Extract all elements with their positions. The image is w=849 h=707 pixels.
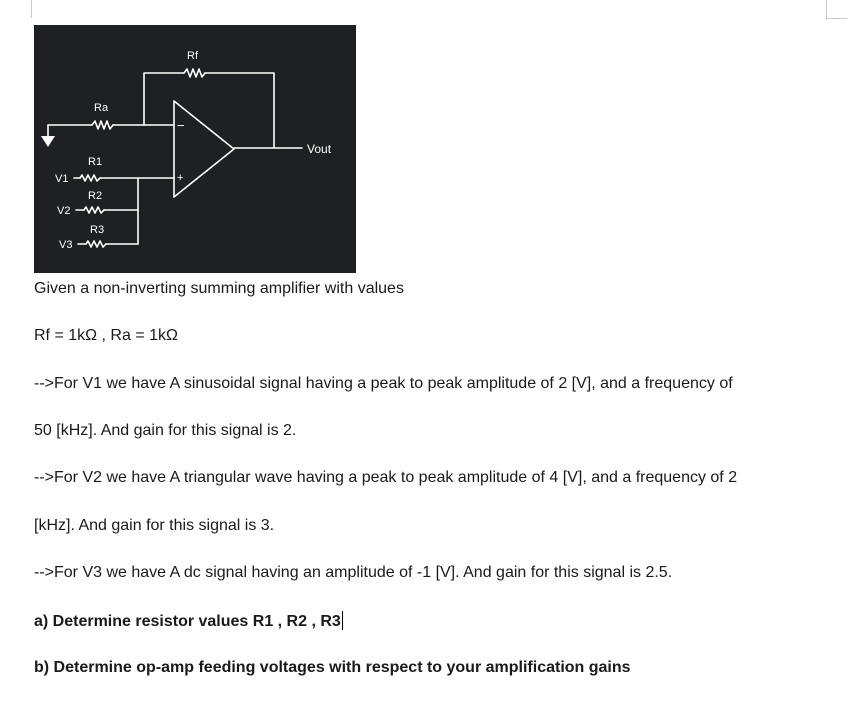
ground-arrow-icon <box>41 136 55 147</box>
v1-text-line2: 50 [kHz]. And gain for this signal is 2. <box>34 422 297 439</box>
intro-text: Given a non-inverting summing amplifier with values <box>34 280 404 297</box>
label-noninverting: + <box>177 172 184 184</box>
question-a[interactable] <box>34 611 829 632</box>
feedback-wire-right <box>205 73 274 148</box>
ra-resistor <box>92 121 113 129</box>
question-b: b) Determine op-amp feeding voltages with respect to your amplification gains <box>34 659 631 676</box>
label-vout: Vout <box>307 142 332 156</box>
label-ra: Ra <box>94 102 109 114</box>
label-inverting: − <box>177 118 185 133</box>
label-r2: R2 <box>88 190 103 202</box>
r3-resistor <box>86 241 106 247</box>
label-v3: V3 <box>59 239 73 251</box>
r1-resistor <box>80 175 100 181</box>
label-rf: Rf <box>187 50 198 62</box>
v3-text: -->For V3 we have A dc signal having an amplitude of -1 [V]. And gain for this signal is 2.5. <box>34 564 673 581</box>
page-corner-top-right <box>826 0 847 19</box>
question-a-text: a) Determine resistor values R1 , R2 , R3 <box>34 613 341 630</box>
label-r3: R3 <box>90 224 105 236</box>
circuit-diagram <box>34 25 356 273</box>
rf-resistor <box>184 69 205 77</box>
page-corner-top-left <box>31 0 32 18</box>
v2-text-line1: -->For V2 we have A triangular wave having a peak to peak amplitude of 4 [V], and a frequency of 2 <box>34 469 738 486</box>
values-text: Rf = 1kΩ , Ra = 1kΩ <box>34 327 178 344</box>
r2-resistor <box>84 207 104 213</box>
v1-text-line1: -->For V1 we have A sinusoidal signal having a peak to peak amplitude of 2 [V], and a frequency of <box>34 375 733 392</box>
label-v1: V1 <box>55 173 69 185</box>
v2-text-line2: [kHz]. And gain for this signal is 3. <box>34 517 275 534</box>
label-v2: V2 <box>57 205 71 217</box>
label-r1: R1 <box>88 156 103 168</box>
text-cursor <box>342 611 343 630</box>
